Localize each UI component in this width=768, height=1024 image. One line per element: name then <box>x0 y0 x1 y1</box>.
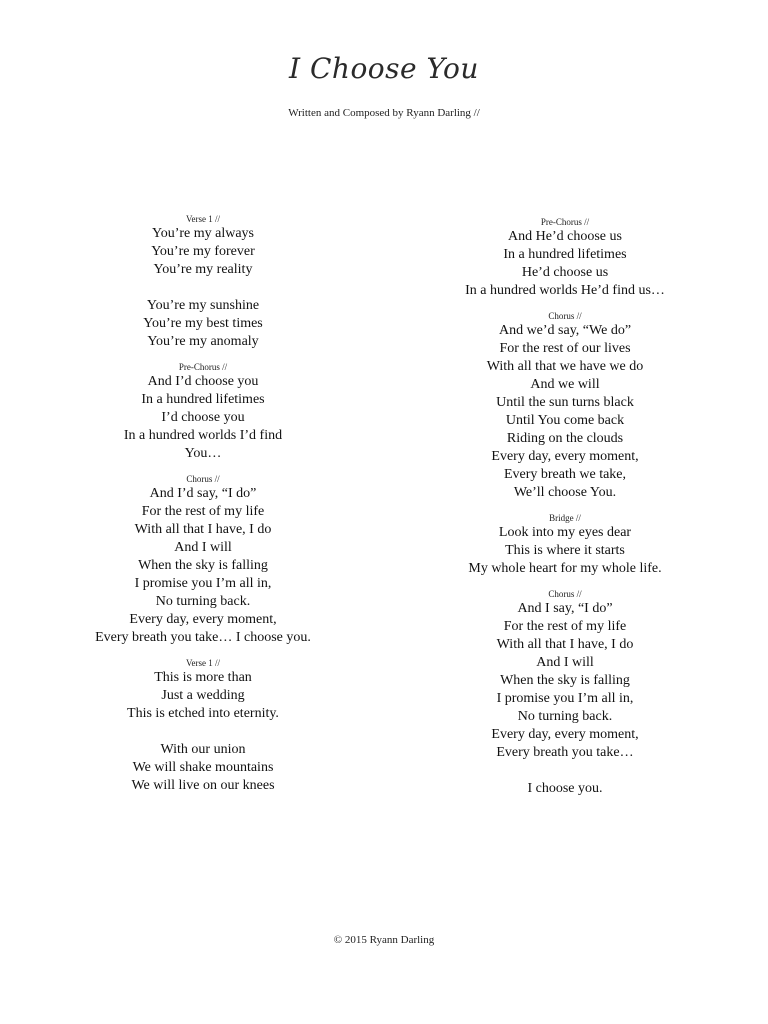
lyric-line: And I will <box>536 655 594 670</box>
song-credits: Written and Composed by Ryann Darling // <box>288 107 480 119</box>
lyric-line: Until You come back <box>505 413 625 428</box>
lyric-line: My whole heart for my whole life. <box>468 561 662 576</box>
lyric-line: I promise you I’m all in, <box>496 691 634 706</box>
lyric-line: Every day, every moment, <box>491 727 639 742</box>
lyric-line: With all that I have, I do <box>496 637 634 652</box>
lyric-line: For the rest of my life <box>141 504 265 519</box>
lyric-line: And we’d say, “We do” <box>498 323 632 338</box>
lyric-line: And I’d say, “I do” <box>149 486 257 501</box>
stanza <box>440 524 690 578</box>
lyric-section <box>440 310 690 502</box>
lyric-section <box>83 213 323 351</box>
section-label: Chorus // <box>186 474 220 484</box>
lyric-line: We will live on our knees <box>131 778 275 793</box>
section-label: Verse 1 // <box>186 658 220 668</box>
lyric-line: Every breath you take… I choose you. <box>95 630 311 645</box>
lyric-line: And we will <box>530 377 600 392</box>
section-label: Chorus // <box>548 589 582 599</box>
section-label: Pre-Chorus // <box>540 217 590 227</box>
stanza <box>83 297 323 351</box>
lyric-line: Until the sun turns black <box>496 395 634 410</box>
lyric-line: You’re my reality <box>153 262 253 277</box>
lyric-line: No turning back. <box>517 709 613 724</box>
lyric-line: You’re my anomaly <box>147 334 259 349</box>
lyric-line: This is where it starts <box>505 543 625 558</box>
lyric-line: Riding on the clouds <box>506 431 624 446</box>
lyric-line: Every breath you take… <box>496 745 634 760</box>
lyric-line: I promise you I’m all in, <box>134 576 272 591</box>
stanza <box>440 322 690 502</box>
stanza <box>83 741 323 795</box>
lyric-line: For the rest of our lives <box>499 341 631 356</box>
lyric-section <box>440 512 690 578</box>
lyric-line: Every day, every moment, <box>129 612 277 627</box>
lyric-line: Every day, every moment, <box>491 449 639 464</box>
lyric-section <box>440 588 690 798</box>
lyric-line: With our union <box>160 742 246 757</box>
lyrics-right-column <box>440 216 690 808</box>
lyric-line: You’re my sunshine <box>146 298 260 313</box>
lyric-line: I’d choose you <box>161 410 245 425</box>
lyric-section <box>440 216 690 300</box>
lyric-line: We will shake mountains <box>132 760 274 775</box>
lyric-line: You’re my forever <box>151 244 255 259</box>
lyric-line: And I’d choose you <box>147 374 259 389</box>
section-label: Pre-Chorus // <box>178 362 228 372</box>
lyric-section <box>83 473 323 647</box>
song-title: I Choose You <box>289 52 479 85</box>
lyric-line: In a hundred lifetimes <box>503 247 627 262</box>
lyric-line: This is etched into eternity. <box>127 706 279 721</box>
stanza <box>83 225 323 279</box>
stanza <box>83 485 323 647</box>
stanza <box>83 669 323 723</box>
lyric-line: Look into my eyes dear <box>498 525 632 540</box>
lyric-line: You’re my always <box>151 226 254 241</box>
lyric-line: And I say, “I do” <box>517 601 613 616</box>
lyric-line: I choose you. <box>527 781 603 796</box>
lyric-line: He’d choose us <box>521 265 609 280</box>
stanza <box>440 780 690 798</box>
lyric-line: In a hundred worlds He’d find us… <box>465 283 665 298</box>
lyric-line: With all that I have, I do <box>134 522 272 537</box>
lyric-line: And I will <box>174 540 232 555</box>
lyric-section <box>83 361 323 463</box>
lyric-line: For the rest of my life <box>503 619 627 634</box>
section-label: Bridge // <box>549 513 581 523</box>
copyright-notice: © 2015 Ryann Darling <box>333 934 435 946</box>
lyric-line: No turning back. <box>155 594 251 609</box>
lyrics-left-column <box>83 213 323 805</box>
lyric-line: In a hundred lifetimes <box>141 392 265 407</box>
lyric-line: Every breath we take, <box>503 467 627 482</box>
lyric-line: This is more than <box>154 670 252 685</box>
section-label: Verse 1 // <box>186 214 220 224</box>
stanza <box>83 373 323 463</box>
lyric-line: When the sky is falling <box>500 673 630 688</box>
stanza <box>440 228 690 300</box>
lyric-line: We’ll choose You. <box>513 485 617 500</box>
lyric-line: And He’d choose us <box>508 229 622 244</box>
lyric-line: You… <box>184 446 222 461</box>
lyric-line: In a hundred worlds I’d find <box>123 428 283 443</box>
stanza <box>440 600 690 762</box>
section-label: Chorus // <box>548 311 582 321</box>
lyric-line: When the sky is falling <box>138 558 268 573</box>
lyric-line: You’re my best times <box>143 316 263 331</box>
lyric-line: With all that we have we do <box>486 359 644 374</box>
lyric-section <box>83 657 323 795</box>
lyric-line: Just a wedding <box>161 688 245 703</box>
